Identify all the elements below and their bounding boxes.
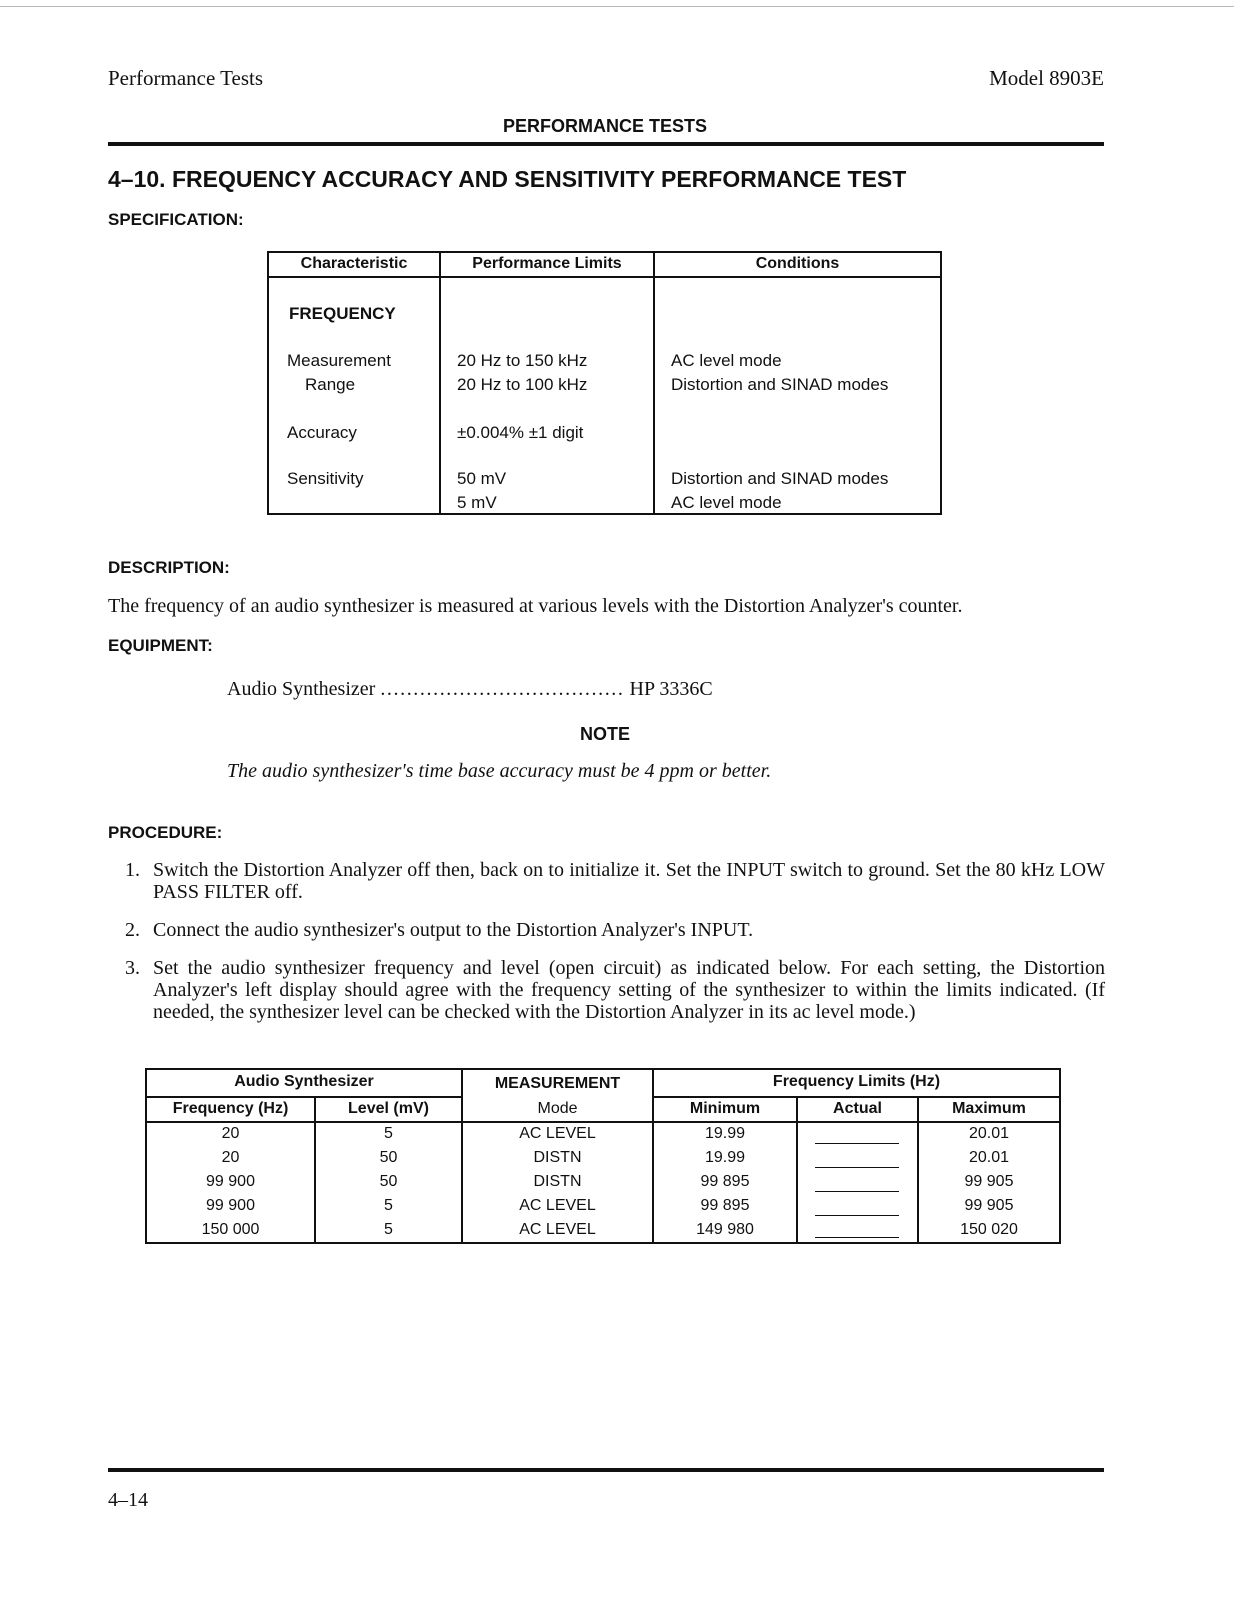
cell-maximum: 20.01 — [968, 1125, 1010, 1142]
cell-frequency: 99 900 — [206, 1197, 255, 1214]
cell-level: 50 — [379, 1173, 398, 1190]
running-header-left: Performance Tests — [108, 66, 264, 90]
specification-label: SPECIFICATION: — [108, 210, 244, 229]
spec-header-characteristic: Characteristic — [300, 255, 408, 272]
equipment-label: EQUIPMENT: — [108, 636, 213, 655]
specification-table — [267, 251, 942, 515]
footer-rule — [108, 1468, 1104, 1472]
header-frequency: Frequency (Hz) — [172, 1100, 289, 1117]
note-title: NOTE — [579, 724, 630, 744]
spec-measurement-label: Measurement — [287, 351, 391, 370]
cell-maximum: 99 905 — [964, 1173, 1014, 1190]
frequency-limits-table — [145, 1068, 1061, 1244]
header-measurement: MEASUREMENT — [494, 1075, 621, 1092]
step-text: Switch the Distortion Analyzer off then, back on to initialize it. Set the INPUT switch to ground. Set the 80 kHz LOW PASS FILTER off. — [153, 859, 1105, 903]
cell-maximum: 150 020 — [960, 1221, 1018, 1238]
spec-sensitivity-condition: Distortion and SINAD modes — [671, 469, 889, 488]
cell-mode: AC LEVEL — [519, 1197, 596, 1214]
running-header-right: Model 8903E — [989, 66, 1104, 90]
spec-sensitivity-condition: AC level mode — [671, 493, 782, 512]
cell-mode: DISTN — [533, 1173, 582, 1190]
page-title: 4–10. FREQUENCY ACCURACY AND SENSITIVITY PERFORMANCE TEST — [108, 166, 907, 192]
procedure-label: PROCEDURE: — [108, 823, 223, 842]
spec-measurement-limit: 20 Hz to 150 kHz — [457, 351, 588, 370]
step-number: 1. — [125, 859, 140, 881]
header-minimum: Minimum — [689, 1100, 761, 1117]
table-divider — [147, 1096, 461, 1098]
spec-range-label: Range — [305, 375, 356, 394]
spec-accuracy-limit: ±0.004% ±1 digit — [457, 423, 584, 442]
top-rule — [0, 6, 1234, 7]
spec-measurement-condition: Distortion and SINAD modes — [671, 375, 889, 394]
spec-accuracy-label: Accuracy — [287, 423, 357, 442]
step-text: Connect the audio synthesizer's output to the Distortion Analyzer's INPUT. — [153, 919, 754, 941]
cell-minimum: 19.99 — [704, 1125, 746, 1142]
spec-header-limits: Performance Limits — [472, 255, 622, 272]
spec-header-rule — [269, 276, 940, 278]
actual-blank — [815, 1215, 899, 1216]
header-maximum: Maximum — [952, 1100, 1026, 1117]
spec-divider — [653, 253, 655, 513]
cell-maximum: 99 905 — [964, 1197, 1014, 1214]
cell-mode: DISTN — [533, 1149, 582, 1166]
header-frequency-limits: Frequency Limits (Hz) — [772, 1073, 941, 1090]
actual-blank — [815, 1167, 899, 1168]
table-divider — [652, 1096, 1059, 1098]
cell-level: 5 — [384, 1221, 393, 1238]
header-actual: Actual — [833, 1100, 882, 1117]
actual-blank — [815, 1143, 899, 1144]
header-level: Level (mV) — [348, 1100, 429, 1117]
spec-measurement-condition: AC level mode — [671, 351, 782, 370]
spec-group-frequency: FREQUENCY — [289, 304, 396, 323]
cell-mode: AC LEVEL — [519, 1221, 596, 1238]
cell-minimum: 99 895 — [700, 1173, 750, 1190]
spec-sensitivity-limit: 50 mV — [457, 469, 507, 488]
header-mode: Mode — [537, 1100, 578, 1117]
step-number: 2. — [125, 919, 140, 941]
step-text: Set the audio synthesizer frequency and level (open circuit) as indicated below. For each setting, the Distortion Analyzer's left display should agree with the frequency setting of the synthesizer to within the limits indicated. (If needed, the synthesizer level can be checked with the Distortion Analyzer in its ac level mode.) — [153, 957, 1105, 1023]
step-number: 3. — [125, 957, 140, 979]
equipment-leader: ..................................... — [380, 678, 625, 700]
cell-frequency: 99 900 — [206, 1173, 255, 1190]
cell-level: 5 — [384, 1197, 393, 1214]
cell-minimum: 19.99 — [704, 1149, 746, 1166]
actual-blank — [815, 1237, 899, 1238]
cell-level: 50 — [379, 1149, 398, 1166]
spec-measurement-limit: 20 Hz to 100 kHz — [457, 375, 588, 394]
cell-minimum: 149 980 — [696, 1221, 754, 1238]
cell-frequency: 20 — [221, 1125, 240, 1142]
cell-maximum: 20.01 — [968, 1149, 1010, 1166]
cell-minimum: 99 895 — [700, 1197, 750, 1214]
note-text: The audio synthesizer's time base accuracy must be 4 ppm or better. — [227, 760, 772, 782]
equipment-line — [227, 678, 713, 701]
cell-frequency: 150 000 — [201, 1221, 260, 1238]
description-text: The frequency of an audio synthesizer is measured at various levels with the Distortion Analyzer's counter. — [108, 595, 963, 617]
equipment-item: Audio Synthesizer — [227, 678, 376, 700]
table-divider — [796, 1098, 798, 1242]
spec-divider — [439, 253, 441, 513]
cell-level: 5 — [384, 1125, 393, 1142]
description-label: DESCRIPTION: — [108, 558, 230, 577]
spec-header-conditions: Conditions — [755, 255, 840, 272]
spec-sensitivity-limit: 5 mV — [457, 493, 497, 512]
cell-frequency: 20 — [221, 1149, 240, 1166]
header-rule — [108, 142, 1104, 146]
table-header-rule — [147, 1121, 1059, 1123]
spec-sensitivity-label: Sensitivity — [287, 469, 364, 488]
actual-blank — [815, 1191, 899, 1192]
section-title: PERFORMANCE TESTS — [502, 116, 707, 136]
cell-mode: AC LEVEL — [519, 1125, 596, 1142]
page-number: 4–14 — [108, 1489, 148, 1511]
header-audio-synthesizer: Audio Synthesizer — [234, 1073, 374, 1090]
equipment-model: HP 3336C — [629, 678, 713, 700]
